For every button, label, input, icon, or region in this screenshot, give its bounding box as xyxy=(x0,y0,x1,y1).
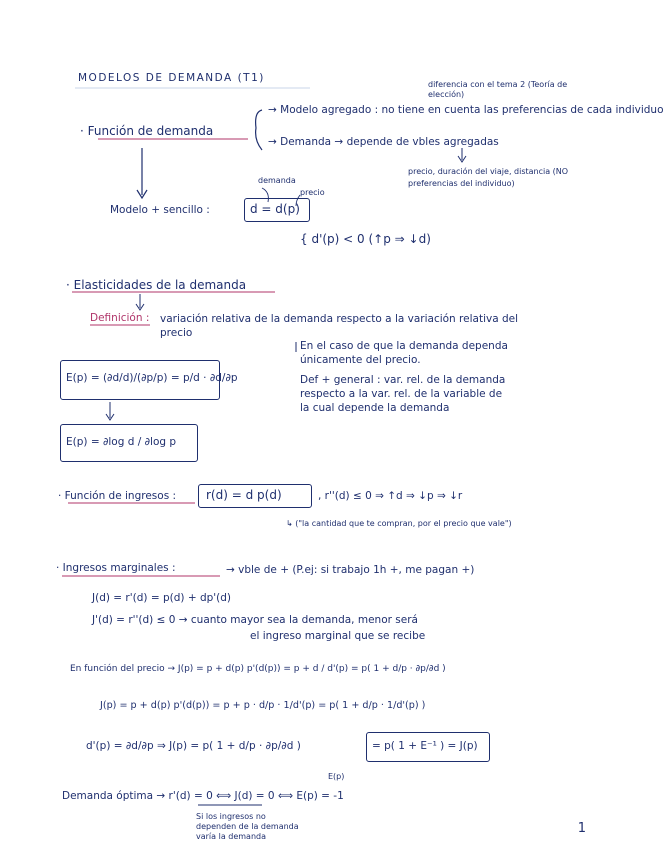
marginal-line-4: J(p) = p + d(p) p'(d(p)) = p + p · d/p · 1/d'(p) = p( 1 + d/p · 1/d'(p) ) xyxy=(100,700,426,711)
def-general-1: Def + general : var. rel. de la demanda xyxy=(300,374,506,386)
ingresos-formula: r(d) = d p(d) xyxy=(206,488,282,502)
optima-note-2: dependen de la demanda xyxy=(196,822,299,831)
marginales-heading: · Ingresos marginales : xyxy=(56,562,176,574)
caso-note-1: En el caso de que la demanda dependa xyxy=(300,340,508,352)
ingresos-note: ↳ ("la cantidad que te compran, por el precio que vale") xyxy=(286,519,512,528)
modelo-sencillo: Modelo + sencillo : xyxy=(110,204,210,216)
definicion-label: Definición : xyxy=(90,312,150,324)
marginal-line-5c: E(p) xyxy=(328,772,345,781)
marginal-line-2: J'(d) = r''(d) ≤ 0 → cuanto mayor sea la demanda, menor será xyxy=(92,614,418,626)
demand-condition: { d'(p) < 0 (↑p ⇒ ↓d) xyxy=(300,232,431,246)
log-elasticity-formula: E(p) = ∂log d / ∂log p xyxy=(66,436,177,448)
demanda-depende: → Demanda → depende de vbles agregadas xyxy=(268,136,499,148)
marginal-line-5a: d'(p) = ∂d/∂p ⇒ J(p) = p( 1 + d/p · ∂p/∂d ) xyxy=(86,740,301,752)
demanda-optima: Demanda óptima → r'(d) = 0 ⟺ J(d) = 0 ⟺ E(p) = -1 xyxy=(62,790,344,802)
ingresos-heading: · Función de ingresos : xyxy=(58,490,177,502)
marginal-line-1: J(d) = r'(d) = p(d) + dp'(d) xyxy=(92,592,232,604)
funcion-demanda-heading: · Función de demanda xyxy=(80,124,214,138)
marginal-line-3: En función del precio → J(p) = p + d(p) p'(d(p)) = p + d / d'(p) = p( 1 + d/p · ∂p/∂d ) xyxy=(70,664,446,674)
caso-note-2: únicamente del precio. xyxy=(300,354,421,366)
def-general-2: respecto a la var. rel. de la variable de xyxy=(300,388,503,400)
page-number: 1 xyxy=(577,821,586,836)
optima-note-3: varía la demanda xyxy=(196,832,267,841)
page-title: MODELOS DE DEMANDA (T1) xyxy=(78,72,265,84)
annotation-precio: precio xyxy=(300,188,325,197)
diferencia-note: diferencia con el tema 2 (Teoría de elección) xyxy=(428,80,568,99)
definicion-text: variación relativa de la demanda respecto a la variación relativa del precio xyxy=(160,313,519,339)
elasticity-formula: E(p) = (∂d/d)/(∂p/p) = p/d · ∂d/∂p xyxy=(66,372,238,384)
marginal-line-5b: = p( 1 + E⁻¹ ) = J(p) xyxy=(372,740,478,752)
modelo-agregado: → Modelo agregado : no tiene en cuenta las preferencias de cada individuo xyxy=(268,104,664,116)
marginal-line-2b: el ingreso marginal que se recibe xyxy=(250,630,426,642)
elasticidades-heading: · Elasticidades de la demanda xyxy=(66,278,247,292)
ingresos-condition: , r''(d) ≤ 0 ⇒ ↑d ⇒ ↓p ⇒ ↓r xyxy=(318,490,463,502)
demand-formula: d = d(p) xyxy=(250,202,300,216)
optima-note-1: Si los ingresos no xyxy=(196,812,266,821)
def-general-3: la cual depende la demanda xyxy=(300,402,450,414)
marginales-desc: → vble de + (P.ej: si trabajo 1h +, me pagan +) xyxy=(226,564,475,576)
annotation-demanda: demanda xyxy=(258,176,296,185)
precio-note: precio, duración del viaje, distancia (NO preferencias del individuo) xyxy=(408,167,569,188)
